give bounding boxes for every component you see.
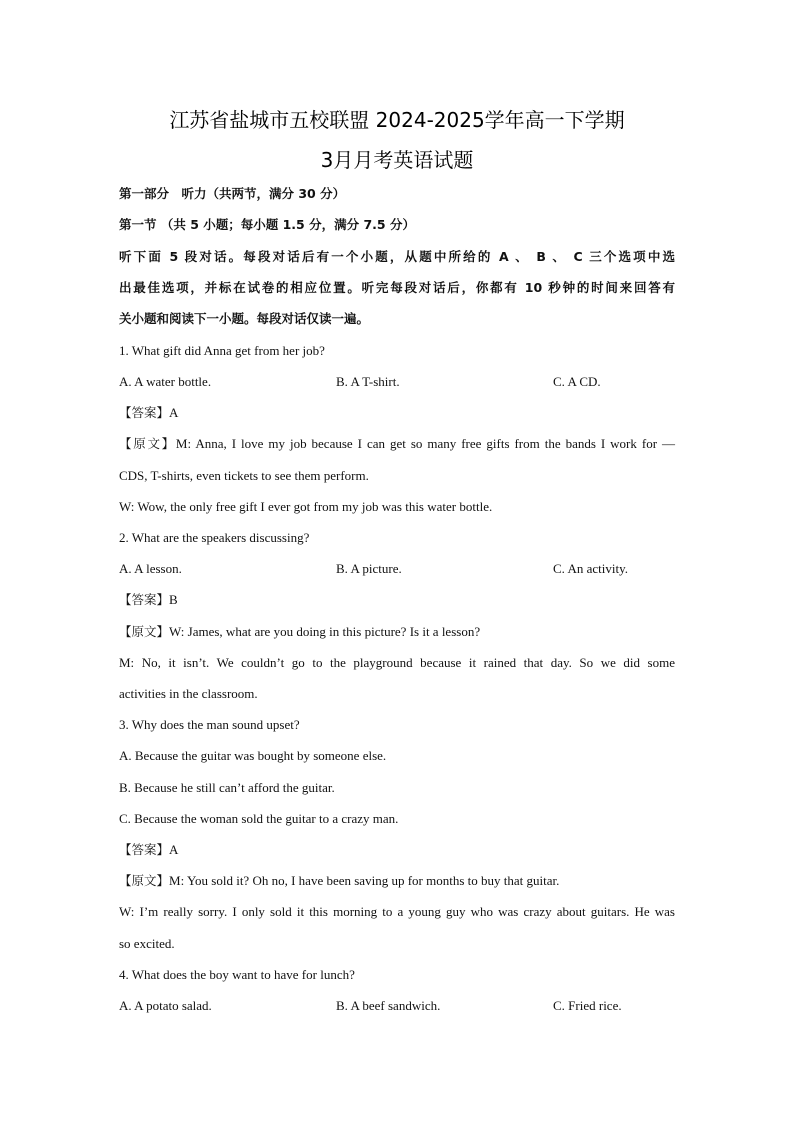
answer-value: A bbox=[169, 842, 179, 857]
question-3-transcript-line-1 bbox=[119, 872, 675, 890]
instructions-line-3: 关小题和阅读下一小题。每段对话仅读一遍。 bbox=[119, 311, 370, 326]
question-1-transcript-line-3: W: Wow, the only free gift I ever got from my job was this water bottle. bbox=[119, 499, 493, 514]
question-2-option-a: A. A lesson. bbox=[119, 561, 182, 576]
question-3-option-a: A. Because the guitar was bought by someone else. bbox=[119, 748, 387, 763]
transcript-text: W: James, what are you doing in this picture? Is it a lesson? bbox=[169, 624, 481, 639]
question-2-answer bbox=[119, 591, 675, 609]
question-3-option-c: C. Because the woman sold the guitar to a crazy man. bbox=[119, 811, 399, 826]
answer-value: B bbox=[169, 592, 178, 607]
question-1-transcript-line-1 bbox=[119, 435, 675, 453]
answer-label: 【答案】 bbox=[119, 842, 170, 857]
transcript-text: M: Anna, I love my job because I can get so many free gifts from the bands I work for — bbox=[175, 436, 675, 451]
transcript-label: 【原文】 bbox=[119, 873, 170, 888]
document-title-line-2: 3月月考英语试题 bbox=[320, 148, 474, 172]
question-2-option-c: C. An activity. bbox=[553, 561, 628, 576]
question-4-stem: 4. What does the boy want to have for lunch? bbox=[119, 967, 355, 982]
question-3-answer bbox=[119, 841, 675, 859]
document-title-line-1: 江苏省盐城市五校联盟 2024-2025学年高一下学期 bbox=[169, 108, 625, 132]
section-heading: 第一节 （共 5 小题；每小题 1.5 分，满分 7.5 分） bbox=[119, 217, 415, 232]
question-3-transcript-line-3: so excited. bbox=[119, 936, 175, 951]
transcript-label: 【原文】 bbox=[119, 624, 170, 639]
question-2-transcript-line-3: activities in the classroom. bbox=[119, 686, 258, 701]
question-2-transcript-line-1 bbox=[119, 623, 675, 641]
instructions-line-2: 出最佳选项，并标在试卷的相应位置。听完每段对话后，你都有 10 秒钟的时间来回答有 bbox=[119, 280, 675, 295]
question-1-option-a: A. A water bottle. bbox=[119, 374, 212, 389]
answer-label: 【答案】 bbox=[119, 592, 170, 607]
question-1-option-b: B. A T-shirt. bbox=[336, 374, 400, 389]
question-1-answer bbox=[119, 404, 675, 422]
question-3-option-b: B. Because he still can’t afford the guitar. bbox=[119, 780, 335, 795]
part-heading: 第一部分 听力（共两节，满分 30 分） bbox=[119, 186, 346, 201]
question-1-transcript-line-2: CDS, T-shirts, even tickets to see them perform. bbox=[119, 468, 369, 483]
question-1-option-c: C. A CD. bbox=[553, 374, 601, 389]
question-2-transcript-line-2: M: No, it isn’t. We couldn’t go to the playground because it rained that day. So we did some bbox=[119, 655, 675, 670]
question-4-option-b: B. A beef sandwich. bbox=[336, 998, 441, 1013]
question-2-option-b: B. A picture. bbox=[336, 561, 402, 576]
question-1-stem: 1. What gift did Anna get from her job? bbox=[119, 343, 325, 358]
transcript-text: M: You sold it? Oh no, I have been saving up for months to buy that guitar. bbox=[169, 873, 560, 888]
transcript-label: 【原文】 bbox=[119, 436, 176, 451]
answer-value: A bbox=[169, 405, 179, 420]
question-4-option-a: A. A potato salad. bbox=[119, 998, 212, 1013]
question-2-stem: 2. What are the speakers discussing? bbox=[119, 530, 310, 545]
question-3-transcript-line-2: W: I’m really sorry. I only sold it this morning to a young guy who was crazy about guitars. He was bbox=[119, 904, 675, 919]
instructions-line-1: 听下面 5 段对话。每段对话后有一个小题，从题中所给的 A 、 B 、 C 三个选项中选 bbox=[119, 249, 675, 264]
question-3-stem: 3. Why does the man sound upset? bbox=[119, 717, 300, 732]
question-4-option-c: C. Fried rice. bbox=[553, 998, 622, 1013]
answer-label: 【答案】 bbox=[119, 405, 170, 420]
